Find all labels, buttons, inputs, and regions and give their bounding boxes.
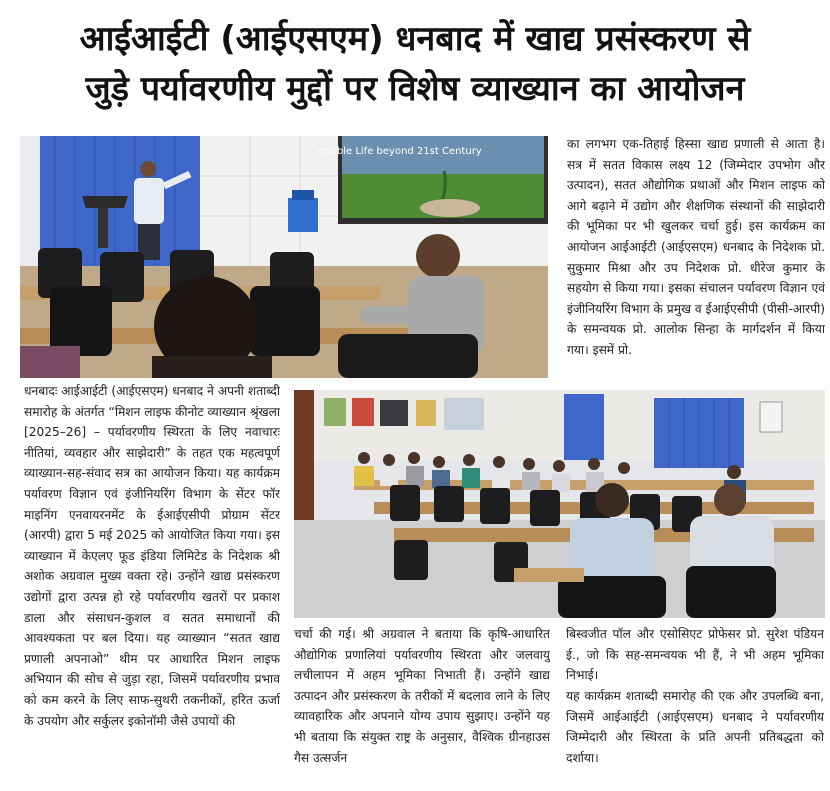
photo-classroom-audience <box>294 390 825 618</box>
article-column-right-top: का लगभग एक-तिहाई हिस्सा खाद्य प्रणाली से आता है। सत्र में सतत विकास लक्ष्य 12 (जिम्मेदार उपभोग और उत्पादन), सतत औद्योगिक प्रथाओं और मिशन लाइफ को आगे बढ़ाने में उद्योग और शैक्षणिक संस्थानों की साझेदारी की भूमिका पर भी खुलकर चर्चा हुई। इस कार्यक्रम का आयोजन आईआईटी (आईएसएम) धनबाद के निदेशक प्रो. सुकुमार मिश्रा और उप निदेशक प्रो. धीरेज कुमार के सहयोग से किया गया। इसका संचालन पर्यावरण विज्ञान एवं इंजीनियरिंग विभाग के प्रमुख व ईआईएसीपी (पीसी-आरपी) के समन्वयक प्रो. आलोक सिन्हा के मार्गदर्शन में किया गया। इसमें प्रो. <box>567 137 825 357</box>
screen-slide-text: enable Life beyond 21st Century <box>318 146 482 157</box>
headline <box>0 14 830 114</box>
article-column-middle-bottom: चर्चा की गई। श्री अग्रवाल ने बताया कि कृषि-आधारित औद्योगिक प्रणालियां पर्यावरणीय स्थिरता और जलवायु लचीलापन में अहम भूमिका निभाती हैं। उन्होंने खाद्य उत्पादन और प्रसंस्करण के तरीकों में बदलाव लाने के लिए व्यावहारिक और अपनाने योग्य उपाय सुझाए। उन्होंने यह भी बताया कि संयुक्त राष्ट्र के अनुसार, वैश्विक ग्रीनहाउस गैस उत्सर्जन <box>294 627 550 765</box>
article-column-right-bottom-1: बिस्वजीत पॉल और एसोसिएट प्रोफेसर प्रो. सुरेश पंडियन ई., जो कि सह-समन्वयक भी हैं, ने भी अहम भूमिका निभाई। <box>566 627 824 683</box>
headline-line-1: आईआईटी (आईएसएम) धनबाद में खाद्य प्रसंस्करण से <box>79 19 751 59</box>
photo-lecture-speaker <box>20 136 548 378</box>
article-column-right-bottom-2: यह कार्यक्रम शताब्दी समारोह की एक और उपलब्धि बना, जिसमें आईआईटी (आईएसएम) धनबाद ने पर्यावरणीय जिम्मेदारी और स्थिरता के प्रति अपनी प्रतिबद्धता को दर्शाया। <box>566 689 824 765</box>
headline-line-2: जुड़े पर्यावरणीय मुद्दों पर विशेष व्याख्यान का आयोजन <box>85 69 745 109</box>
article-column-left: धनबादः आईआईटी (आईएसएम) धनबाद ने अपनी शताब्दी समारोह के अंतर्गत “मिशन लाइफ कीनोट व्याख्यान श्रृंखला [2025–26] – पर्यावरणीय स्थिरता के लिए नवाचारः नीतियां, व्यवहार और साझेदारी” के तहत एक महत्वपूर्ण व्याख्यान-सह-संवाद सत्र का आयोजन किया। यह कार्यक्रम पर्यावरण विज्ञान एवं इंजीनियरिंग विभाग के सेंटर फॉर माइनिंग एनवायरनमेंट के ईआईएसीपी प्रोग्राम सेंटर (आरपी) द्वारा 5 मई 2025 को आयोजित किया गया। इस व्याख्यान में केएलए फूड इंडिया लिमिटेड के निदेशक श्री अशोक अग्रवाल मुख्य वक्ता रहे। उन्होंने खाद्य प्रसंस्करण उद्योगों द्वारा उत्पन्न हो रहे पर्यावरणीय खतरों पर प्रकाश डाला और संसाधन-कुशल व सतत समाधानों की आवश्यकता पर बल दिया। यह व्याख्यान “सतत खाद्य प्रणाली अपनाओ” थीम पर आधारित मिशन लाइफ अभियान की सोच से जुड़ा रहा, जिसमें पर्यावरणीय प्रभाव को कम करने के लिए साफ-सुथरी तकनीकों, हरित ऊर्जा के उपयोग और सर्कुलर इकोनॉमी जैसे उपायों की <box>24 384 280 728</box>
